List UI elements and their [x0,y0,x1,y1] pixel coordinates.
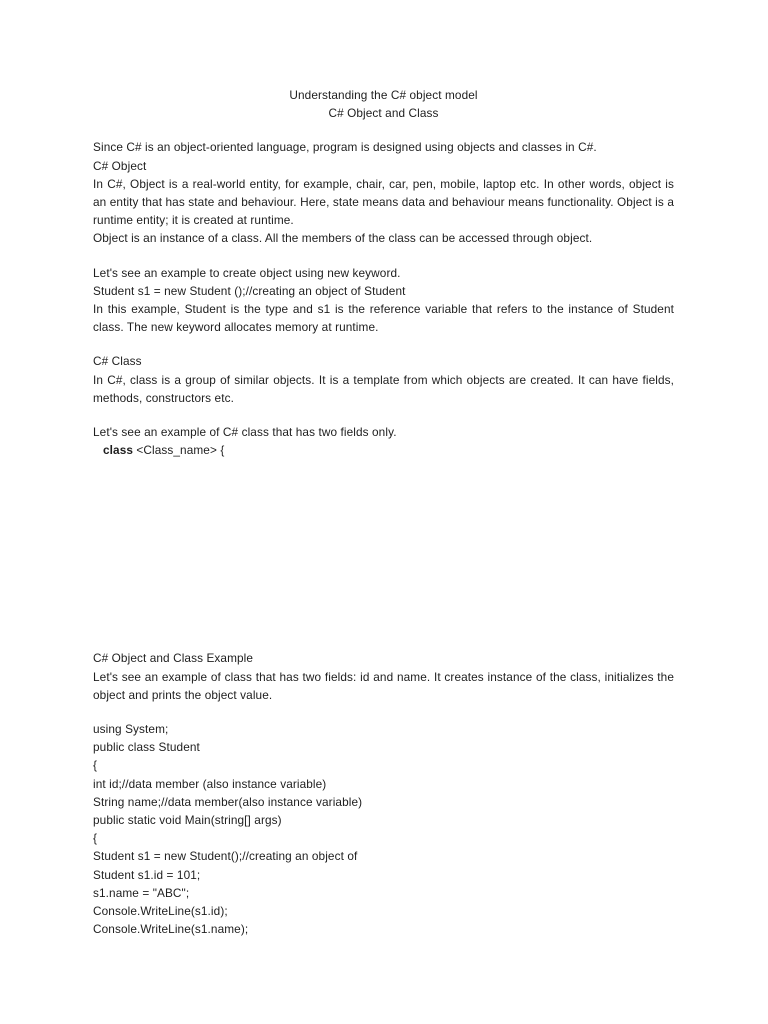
new-keyword-intro: Let's see an example to create object using new keyword. [93,265,401,280]
class-syntax-rest: <Class_name> { [133,443,225,458]
doc-subtitle: C# Object and Class [328,106,439,121]
example-heading: C# Object and Class Example [93,651,254,666]
spacer [93,122,674,138]
big-spacer [93,459,674,649]
object-instance-line: Object is an instance of a class. All the members of the class can be accessed through object. [93,231,593,246]
code-line: { [93,831,98,846]
code-line: public static void Main(string[] args) [93,813,282,828]
new-keyword-explanation: In this example, Student is the type and s1 is the reference variable that refers to the instance of Student class. The new keyword allocates memory at runtime. [93,302,674,335]
class-heading: C# Class [93,354,142,369]
intro-line: Since C# is an object-oriented language, program is designed using objects and classes in C#. [93,140,597,155]
class-paragraph: In C#, class is a group of similar objects. It is a template from which objects are created. It can have fields, methods, constructors etc. [93,372,674,405]
object-paragraph: In C#, Object is a real-world entity, for example, chair, car, pen, mobile, laptop etc. In other words, object is an entity that has state and behaviour. Here, state means data and behaviour means functionality. Object is a runtime entity; it is created at runtime. [93,176,674,228]
object-heading: C# Object [93,158,147,173]
code-line: Console.WriteLine(s1.name); [93,922,249,937]
spacer [93,336,674,352]
code-line: { [93,758,98,773]
class-syntax-line [93,441,674,459]
class-keyword: class [103,443,134,458]
spacer [93,248,674,264]
code-line: Console.WriteLine(s1.id); [93,904,228,919]
code-line: public class Student [93,740,200,755]
code-line: Student s1.id = 101; [93,867,201,882]
code-line: s1.name = "ABC"; [93,885,190,900]
doc-title: Understanding the C# object model [289,88,478,102]
spacer [93,704,674,720]
code-line: Student s1 = new Student();//creating an object of [93,849,358,864]
code-line: using System; [93,722,169,737]
code-line: String name;//data member(also instance variable) [93,794,363,809]
code-line: int id;//data member (also instance variable) [93,776,327,791]
new-keyword-example: Student s1 = new Student ();//creating an object of Student [93,283,406,298]
class-example-intro: Let's see an example of C# class that has two fields only. [93,425,397,440]
spacer [93,407,674,423]
example-description: Let's see an example of class that has two fields: id and name. It creates instance of the class, initializes the object and prints the object value. [93,669,674,702]
